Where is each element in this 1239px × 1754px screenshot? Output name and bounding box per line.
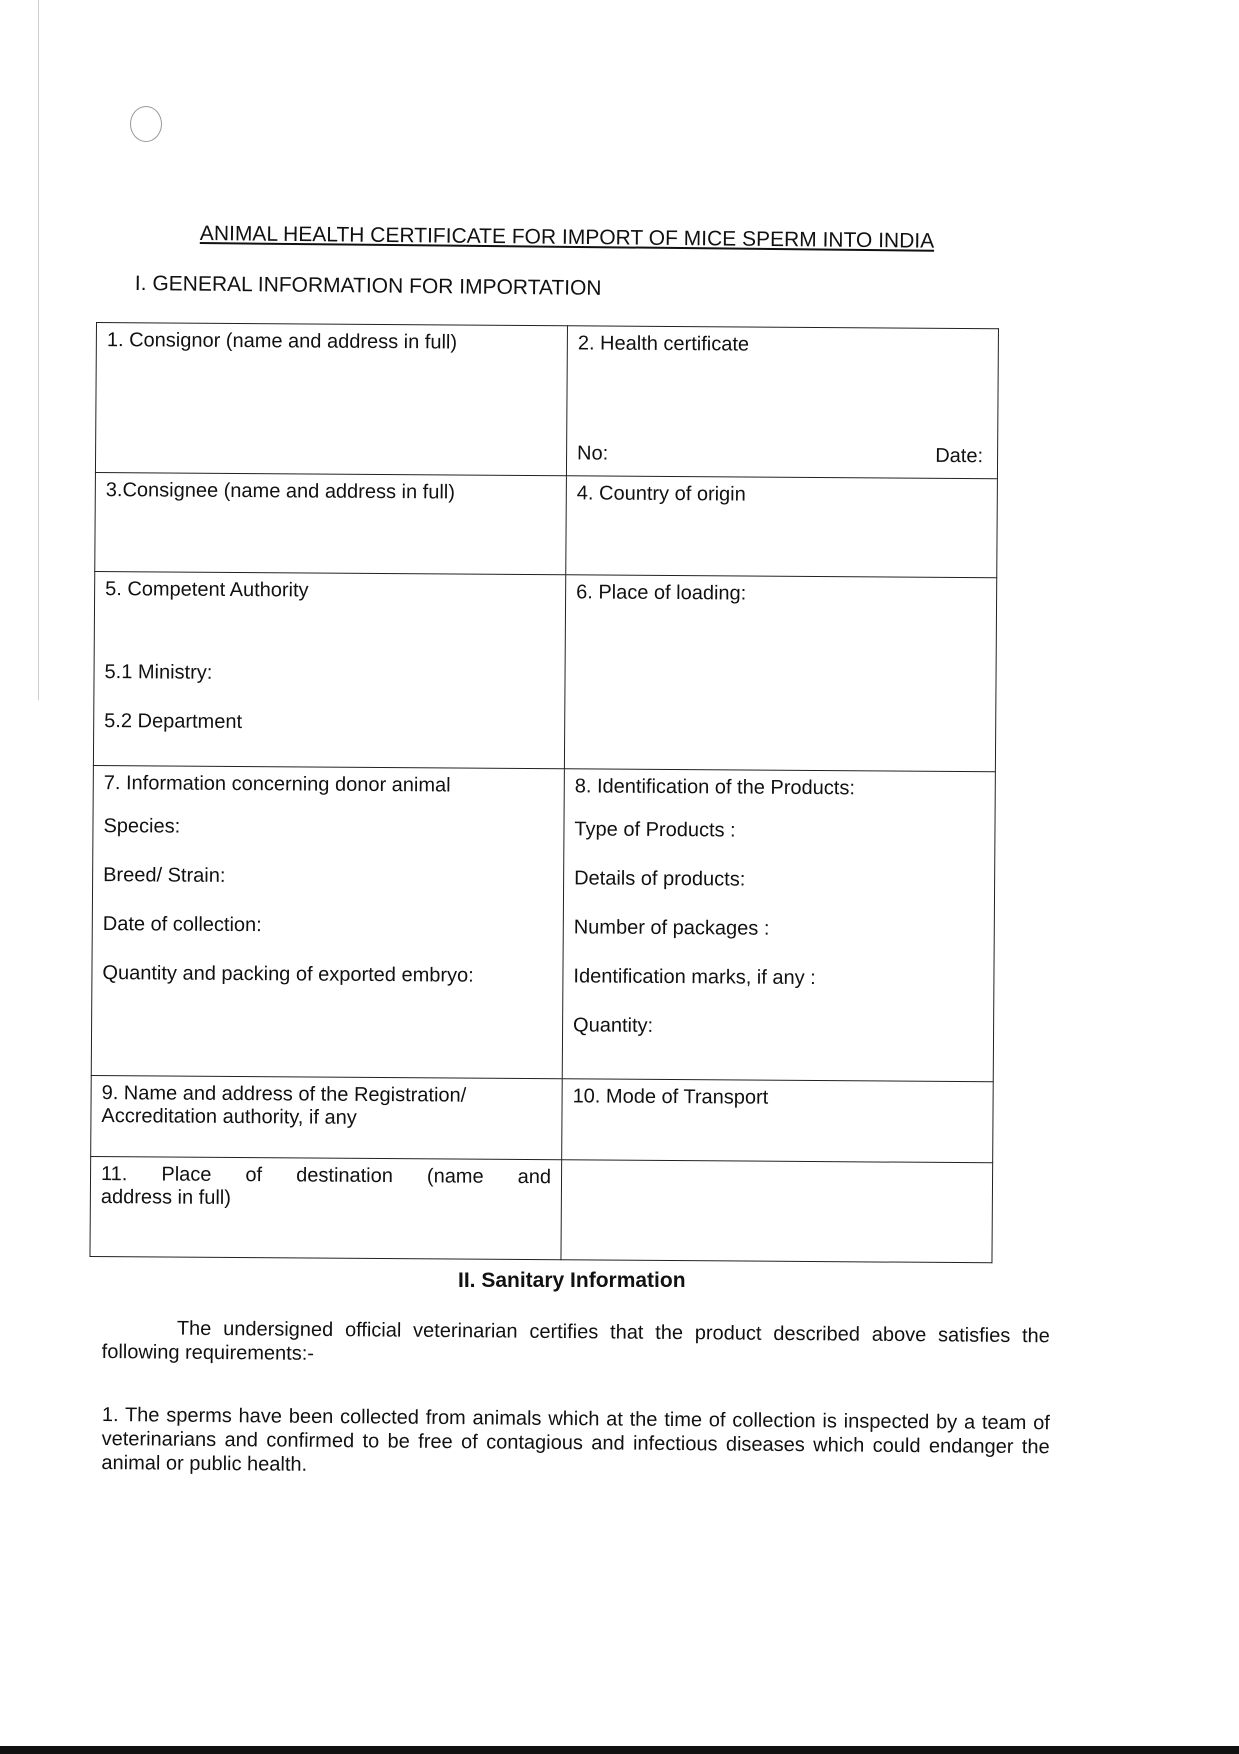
table-row	[90, 1156, 993, 1263]
department-label: 5.2 Department	[104, 709, 243, 733]
place-of-loading-cell	[564, 575, 996, 772]
place-of-destination-cell	[90, 1156, 562, 1260]
blank-cell	[561, 1160, 993, 1263]
place-of-destination-label-line1: 11. Place of destination (name and	[100, 1162, 552, 1188]
health-certificate-cell	[566, 326, 998, 479]
number-of-packages-label: Number of packages :	[573, 916, 770, 940]
table-row	[95, 323, 998, 479]
type-of-products-label: Type of Products :	[574, 818, 736, 842]
species-label: Species:	[103, 815, 181, 838]
details-of-products-label: Details of products:	[574, 867, 746, 891]
table-row	[93, 571, 996, 772]
competent-authority-cell	[93, 571, 565, 769]
punch-hole-mark	[130, 106, 162, 142]
quantity-packing-label: Quantity and packing of exported embryo:	[102, 962, 474, 987]
competent-authority-label: 5. Competent Authority	[105, 577, 309, 602]
scan-bottom-edge	[0, 1746, 1239, 1754]
donor-animal-label: 7. Information concerning donor animal	[103, 772, 451, 797]
identification-marks-label: Identification marks, if any :	[573, 965, 816, 990]
registration-authority-cell	[91, 1075, 563, 1159]
product-identification-cell	[562, 769, 995, 1082]
consignee-label: 3.Consignee (name and address in full)	[105, 478, 455, 504]
date-of-collection-label: Date of collection:	[102, 913, 262, 937]
consignee-cell	[95, 472, 567, 574]
donor-animal-cell	[91, 766, 564, 1079]
quantity-label: Quantity:	[573, 1014, 654, 1038]
section-general-heading: I. GENERAL INFORMATION FOR IMPORTATION	[134, 272, 602, 300]
certificate-title: ANIMAL HEALTH CERTIFICATE FOR IMPORT OF MICE SPERM INTO INDIA	[199, 222, 935, 253]
certificate-number-date	[577, 442, 983, 468]
table-row	[91, 1075, 994, 1162]
product-identification-label: 8. Identification of the Products:	[574, 775, 856, 800]
sanitary-requirement-1: 1. The sperms have been collected from animals which at the time of collection is inspected by a team of veterinarians and confirmed to be free of contagious and infectious diseases which could endanger the animal or public health.	[101, 1404, 1050, 1476]
country-of-origin-cell	[566, 476, 998, 578]
consignor-cell	[95, 323, 567, 476]
breed-label: Breed/ Strain:	[103, 864, 226, 888]
table-row	[95, 472, 998, 577]
general-information-table	[89, 322, 999, 1263]
country-of-origin-label: 4. Country of origin	[576, 482, 746, 506]
table-row	[91, 766, 995, 1082]
registration-authority-label: 9. Name and address of the Registration/ Accreditation authority, if any	[101, 1081, 467, 1129]
certificate-date-label: Date:	[935, 444, 984, 467]
health-certificate-label: 2. Health certificate	[577, 332, 750, 356]
certificate-no-label: No:	[577, 442, 609, 465]
place-of-loading-label: 6. Place of loading:	[576, 581, 747, 605]
consignor-label: 1. Consignor (name and address in full)	[106, 329, 458, 354]
section-sanitary-heading: II. Sanitary Information	[458, 1269, 686, 1292]
scan-edge-mark	[38, 0, 39, 700]
mode-of-transport-label: 10. Mode of Transport	[572, 1085, 769, 1109]
place-of-destination-label-line2: address in full)	[100, 1185, 232, 1209]
sanitary-intro-paragraph: The undersigned official veterinarian certifies that the product described above satisfies the following requirements:-	[101, 1317, 1050, 1365]
ministry-label: 5.1 Ministry:	[104, 660, 213, 684]
mode-of-transport-cell	[562, 1079, 994, 1163]
